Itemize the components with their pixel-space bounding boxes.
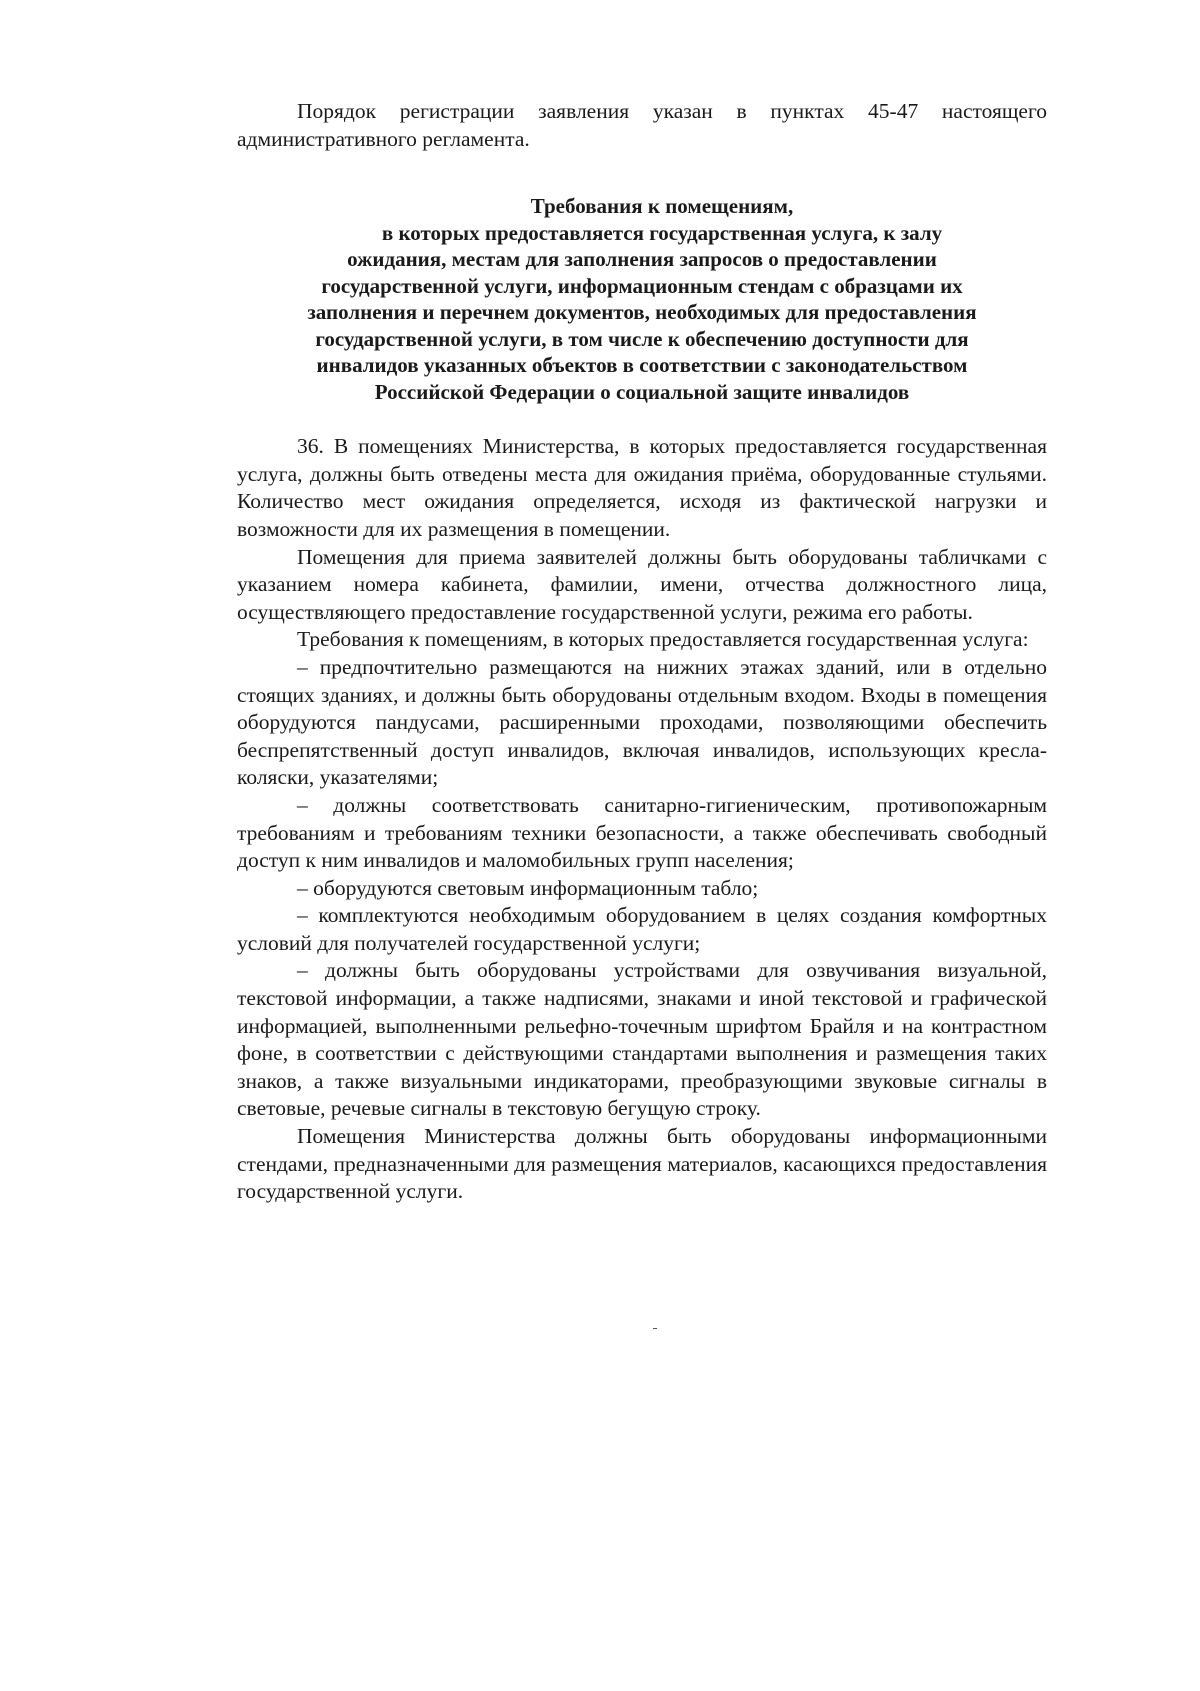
paragraph-requirements-intro: Требования к помещениям, в которых предоставляется государственная услуга: [297, 627, 1029, 652]
heading-line: в которых предоставляется государственная услуга, к залу [381, 220, 943, 245]
heading-line: инвалидов указанных объектов в соответствии с законодательством [316, 353, 968, 378]
list-item-location: – предпочтительно размещаются на нижних этажах зданий, или в отдельно стоящих зданиях, и должны быть оборудованы отдельным входом. Входы в помещения оборудуются пандусами, расширенными проходами, позволяющими обеспечить беспрепятственный доступ инвалидов, включая инвалидов, использующих кресла-коляски, указателями; [237, 654, 1047, 790]
document-page [237, 98, 1047, 1206]
body-text [237, 433, 1047, 1206]
heading-line: Российской Федерации о социальной защите инвалидов [374, 379, 910, 404]
paragraph-signage: Помещения для приема заявителей должны быть оборудованы табличками с указанием номера кабинета, фамилии, имени, отчества должностного лица, осуществляющего предоставление государственной услуги, режима его работы. [237, 544, 1047, 624]
section-heading [237, 193, 1047, 405]
list-item-light-board: – оборудуются световым информационным табло; [297, 875, 759, 900]
intro-paragraph: Порядок регистрации заявления указан в пунктах 45-47 настоящего административного регламента. [237, 99, 1047, 151]
list-item-accessibility-devices: – должны быть оборудованы устройствами для озвучивания визуальной, текстовой информации, а также надписями, знаками и иной текстовой и графической информацией, выполненными рельефно-точечным шрифтом Брайля и на контрастном фоне, в соответствии с действующими стандартами выполнения и размещения таких знаков, а также визуальными индикаторами, преобразующими звуковые сигналы в световые, речевые сигналы в текстовую бегущую строку. [237, 958, 1047, 1121]
paragraph-36: 36. В помещениях Министерства, в которых предоставляется государственная услуга, должны быть отведены места для ожидания приёма, оборудованные стульями. Количество мест ожидания определяется, исходя из фактической нагрузки и возможности для их размещения в помещении. [237, 434, 1047, 541]
heading-line: ожидания, местам для заполнения запросов о предоставлении [347, 247, 937, 272]
heading-line: заполнения и перечнем документов, необходимых для предоставления [307, 300, 977, 325]
heading-line: государственной услуги, в том числе к обеспечению доступности для [315, 326, 969, 351]
paragraph-info-stands: Помещения Министерства должны быть оборудованы информационными стендами, предназначенными для размещения материалов, касающихся предоставления государственной услуги. [237, 1124, 1047, 1204]
list-item-equipment: – комплектуются необходимым оборудованием в целях создания комфортных условий для получателей государственной услуги; [237, 903, 1047, 955]
heading-line: государственной услуги, информационным стендам с образцами их [321, 273, 963, 298]
scan-speck [653, 1328, 657, 1329]
heading-line: Требования к помещениям, [530, 194, 794, 219]
list-item-sanitary: – должны соответствовать санитарно-гигиеническим, противопожарным требованиям и требованиям техники безопасности, а также обеспечивать свободный доступ к ним инвалидов и маломобильных групп населения; [237, 792, 1047, 873]
